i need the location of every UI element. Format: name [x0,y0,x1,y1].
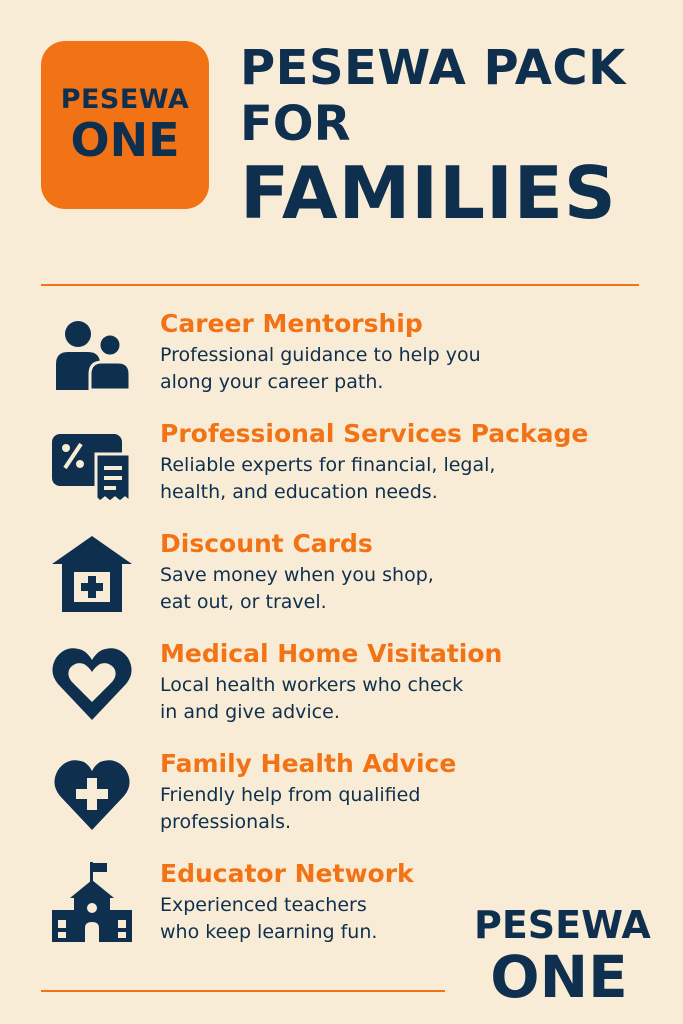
feature-description: Reliable experts for financial, legal, health, and education needs. [160,454,496,503]
feature-item [46,748,646,858]
bottom-divider [41,990,445,992]
feature-list [46,308,651,968]
feature-description: Save money when you shop, eat out, or travel. [160,564,434,613]
page-title [240,40,670,234]
percent-receipt-icon [46,422,138,504]
heart-plus-icon [46,752,138,834]
feature-title: Discount Cards [160,529,373,558]
feature-title: Career Mentorship [160,309,423,338]
feature-item [46,418,646,528]
feature-title: Professional Services Package [160,419,589,448]
feature-description: Professional guidance to help you along your career path. [160,344,481,393]
title-line-2: FOR [240,96,351,152]
feature-title: Medical Home Visitation [160,639,503,668]
top-divider [41,284,639,286]
people-icon [46,312,138,394]
heart-icon [46,642,138,724]
footer-brand-logo [474,903,651,1011]
feature-description: Friendly help from qualified professionals. [160,784,421,833]
logo-line-1: PESEWA [60,84,190,115]
feature-title: Educator Network [160,859,414,888]
feature-description: Experienced teachers who keep learning fun. [160,894,378,943]
title-line-3: FAMILIES [240,151,617,235]
feature-description: Local health workers who check in and give advice. [160,674,464,723]
feature-item [46,308,646,418]
brand-logo-badge [41,41,209,209]
feature-title: Family Health Advice [160,749,457,778]
feature-item [46,638,646,748]
logo-line-2: ONE [70,113,180,167]
title-line-1: PESEWA PACK [240,40,626,96]
feature-item [46,528,646,638]
footer-logo-line-1: PESEWA [474,903,651,947]
home-plus-icon [46,532,138,614]
footer-logo-line-2: ONE [490,943,628,1011]
school-icon [46,862,138,944]
